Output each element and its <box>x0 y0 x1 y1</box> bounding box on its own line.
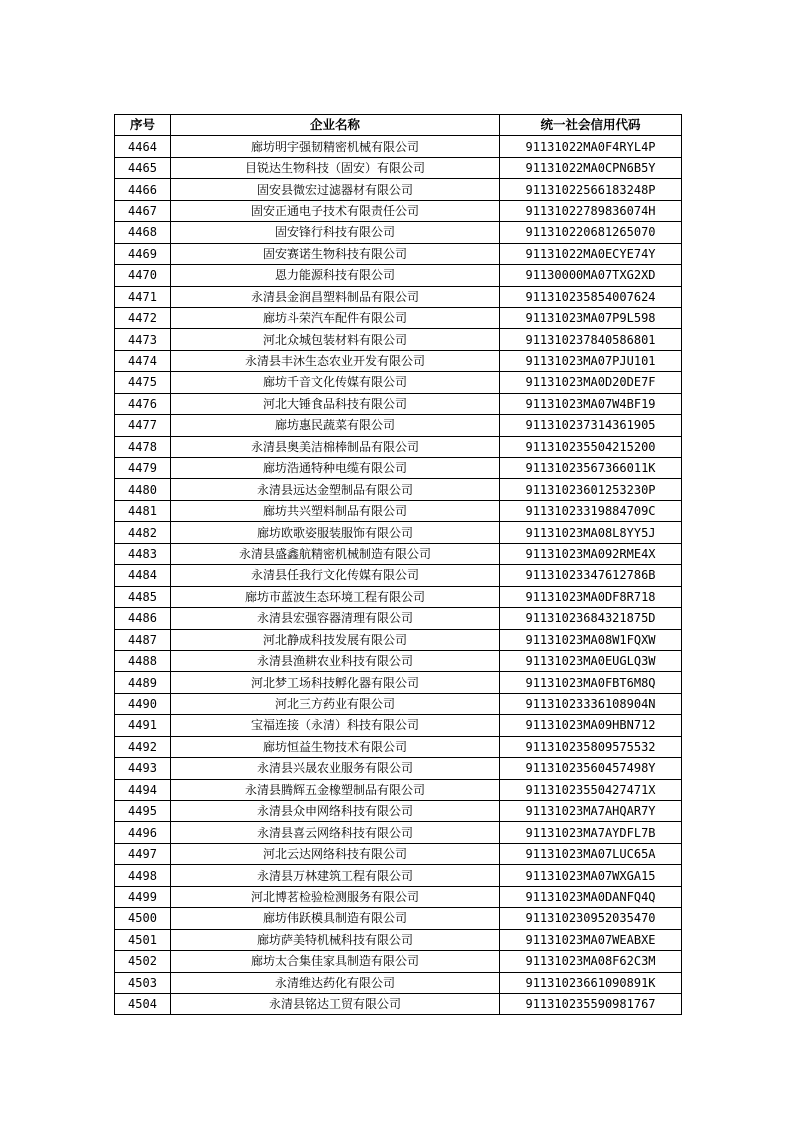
row-credit-code: 91131022789836074H <box>500 200 682 221</box>
row-company-name: 永清县万林建筑工程有限公司 <box>171 865 500 886</box>
row-credit-code: 91131023MA0DF8R718 <box>500 586 682 607</box>
row-seq: 4491 <box>115 715 171 736</box>
row-company-name: 恩力能源科技有限公司 <box>171 265 500 286</box>
table-row <box>115 629 682 650</box>
row-seq: 4504 <box>115 993 171 1014</box>
row-company-name: 廊坊萨美特机械科技有限公司 <box>171 929 500 950</box>
company-table <box>114 114 682 1015</box>
table-row <box>115 993 682 1014</box>
row-company-name: 河北梦工场科技孵化器有限公司 <box>171 672 500 693</box>
table-row <box>115 500 682 521</box>
table-row <box>115 736 682 757</box>
row-credit-code: 911310237314361905 <box>500 415 682 436</box>
row-seq: 4466 <box>115 179 171 200</box>
row-seq: 4469 <box>115 243 171 264</box>
row-company-name: 河北大锤食品科技有限公司 <box>171 393 500 414</box>
table-row <box>115 307 682 328</box>
row-company-name: 永清县任我行文化传媒有限公司 <box>171 565 500 586</box>
row-credit-code: 91131023550427471X <box>500 779 682 800</box>
row-company-name: 永清县腾辉五金橡塑制品有限公司 <box>171 779 500 800</box>
row-seq: 4494 <box>115 779 171 800</box>
row-company-name: 廊坊太合集佳家具制造有限公司 <box>171 951 500 972</box>
row-credit-code: 91131022566183248P <box>500 179 682 200</box>
table-row <box>115 929 682 950</box>
row-company-name: 永清县盛鑫航精密机械制造有限公司 <box>171 543 500 564</box>
table-row <box>115 265 682 286</box>
table-row <box>115 758 682 779</box>
table-row <box>115 200 682 221</box>
row-company-name: 河北众城包装材料有限公司 <box>171 329 500 350</box>
row-company-name: 廊坊恒益生物技术有限公司 <box>171 736 500 757</box>
row-credit-code: 91131023MA07LUC65A <box>500 843 682 864</box>
row-seq: 4489 <box>115 672 171 693</box>
row-seq: 4490 <box>115 693 171 714</box>
row-credit-code: 91131023MA0EUGLQ3W <box>500 650 682 671</box>
row-credit-code: 91131023336108904N <box>500 693 682 714</box>
row-company-name: 固安县微宏过滤器材有限公司 <box>171 179 500 200</box>
row-credit-code: 91131022MA0ECYE74Y <box>500 243 682 264</box>
row-company-name: 河北云达网络科技有限公司 <box>171 843 500 864</box>
row-company-name: 目锐达生物科技（固安）有限公司 <box>171 157 500 178</box>
header-company-name: 企业名称 <box>171 115 500 136</box>
row-credit-code: 91131023MA7AHQAR7Y <box>500 801 682 822</box>
table-row <box>115 951 682 972</box>
table-row <box>115 543 682 564</box>
row-credit-code: 91131023319884709C <box>500 500 682 521</box>
row-company-name: 永清县宏强容器清理有限公司 <box>171 608 500 629</box>
table-row <box>115 650 682 671</box>
row-company-name: 廊坊共兴塑料制品有限公司 <box>171 500 500 521</box>
table-row <box>115 672 682 693</box>
row-seq: 4483 <box>115 543 171 564</box>
table-header-row <box>115 115 682 136</box>
row-credit-code: 91131023MA0FBT6M8Q <box>500 672 682 693</box>
table-row <box>115 179 682 200</box>
row-company-name: 河北静成科技发展有限公司 <box>171 629 500 650</box>
row-credit-code: 91131023MA092RME4X <box>500 543 682 564</box>
row-company-name: 永清县喜云网络科技有限公司 <box>171 822 500 843</box>
row-seq: 4472 <box>115 307 171 328</box>
row-seq: 4474 <box>115 350 171 371</box>
table-row <box>115 843 682 864</box>
row-company-name: 廊坊惠民蔬菜有限公司 <box>171 415 500 436</box>
row-credit-code: 91131023MA07PJU101 <box>500 350 682 371</box>
row-seq: 4492 <box>115 736 171 757</box>
table-row <box>115 522 682 543</box>
row-seq: 4486 <box>115 608 171 629</box>
table-row <box>115 565 682 586</box>
row-seq: 4487 <box>115 629 171 650</box>
row-seq: 4503 <box>115 972 171 993</box>
table-row <box>115 865 682 886</box>
row-seq: 4479 <box>115 458 171 479</box>
row-seq: 4468 <box>115 222 171 243</box>
row-company-name: 廊坊浩通特种电缆有限公司 <box>171 458 500 479</box>
table-row <box>115 286 682 307</box>
row-seq: 4480 <box>115 479 171 500</box>
table-row <box>115 586 682 607</box>
table-row <box>115 329 682 350</box>
table-row <box>115 436 682 457</box>
row-seq: 4465 <box>115 157 171 178</box>
row-company-name: 永清县众申网络科技有限公司 <box>171 801 500 822</box>
row-credit-code: 91131023601253230P <box>500 479 682 500</box>
row-company-name: 永清县远达金塑制品有限公司 <box>171 479 500 500</box>
row-credit-code: 91131023MA0D20DE7F <box>500 372 682 393</box>
row-company-name: 廊坊市蓝波生态环境工程有限公司 <box>171 586 500 607</box>
row-credit-code: 91131023MA07WXGA15 <box>500 865 682 886</box>
row-company-name: 固安正通电子技术有限责任公司 <box>171 200 500 221</box>
table-row <box>115 822 682 843</box>
table-row <box>115 157 682 178</box>
row-credit-code: 911310235504215200 <box>500 436 682 457</box>
row-company-name: 永清县丰沐生态农业开发有限公司 <box>171 350 500 371</box>
row-seq: 4498 <box>115 865 171 886</box>
row-seq: 4493 <box>115 758 171 779</box>
row-credit-code: 91131023MA7AYDFL7B <box>500 822 682 843</box>
row-credit-code: 91131022MA0CPN6B5Y <box>500 157 682 178</box>
row-company-name: 永清县兴晟农业服务有限公司 <box>171 758 500 779</box>
row-seq: 4500 <box>115 908 171 929</box>
table-row <box>115 393 682 414</box>
row-credit-code: 91131023684321875D <box>500 608 682 629</box>
row-credit-code: 911310235809575532 <box>500 736 682 757</box>
row-seq: 4478 <box>115 436 171 457</box>
table-body <box>115 136 682 1015</box>
row-seq: 4484 <box>115 565 171 586</box>
row-seq: 4467 <box>115 200 171 221</box>
table-row <box>115 350 682 371</box>
row-seq: 4473 <box>115 329 171 350</box>
row-credit-code: 91131023MA07WEABXE <box>500 929 682 950</box>
row-credit-code: 91131023560457498Y <box>500 758 682 779</box>
row-credit-code: 91131023567366011K <box>500 458 682 479</box>
row-company-name: 河北三方药业有限公司 <box>171 693 500 714</box>
row-seq: 4475 <box>115 372 171 393</box>
row-credit-code: 911310230952035470 <box>500 908 682 929</box>
row-credit-code: 91131023MA09HBN712 <box>500 715 682 736</box>
table-row <box>115 715 682 736</box>
row-credit-code: 911310235854007624 <box>500 286 682 307</box>
table-row <box>115 479 682 500</box>
table-row <box>115 779 682 800</box>
row-credit-code: 911310235590981767 <box>500 993 682 1014</box>
row-seq: 4482 <box>115 522 171 543</box>
row-company-name: 永清县渔耕农业科技有限公司 <box>171 650 500 671</box>
row-seq: 4497 <box>115 843 171 864</box>
row-company-name: 宝福连接（永清）科技有限公司 <box>171 715 500 736</box>
table-row <box>115 608 682 629</box>
row-company-name: 廊坊欧歌姿服装服饰有限公司 <box>171 522 500 543</box>
row-credit-code: 91131023MA08F62C3M <box>500 951 682 972</box>
table-row <box>115 972 682 993</box>
table-row <box>115 372 682 393</box>
row-credit-code: 91131023MA08W1FQXW <box>500 629 682 650</box>
row-seq: 4470 <box>115 265 171 286</box>
row-credit-code: 91131023347612786B <box>500 565 682 586</box>
row-seq: 4502 <box>115 951 171 972</box>
row-credit-code: 91131023MA07P9L598 <box>500 307 682 328</box>
table-row <box>115 415 682 436</box>
row-credit-code: 91131022MA0F4RYL4P <box>500 136 682 157</box>
row-seq: 4488 <box>115 650 171 671</box>
table-row <box>115 886 682 907</box>
row-company-name: 廊坊斗荣汽车配件有限公司 <box>171 307 500 328</box>
row-company-name: 永清县金润昌塑料制品有限公司 <box>171 286 500 307</box>
row-seq: 4481 <box>115 500 171 521</box>
header-credit-code: 统一社会信用代码 <box>500 115 682 136</box>
row-seq: 4477 <box>115 415 171 436</box>
row-credit-code: 91131023MA07W4BF19 <box>500 393 682 414</box>
row-credit-code: 91131023MA08L8YY5J <box>500 522 682 543</box>
row-company-name: 河北博茗检验检测服务有限公司 <box>171 886 500 907</box>
table-row <box>115 908 682 929</box>
row-credit-code: 911310220681265070 <box>500 222 682 243</box>
row-seq: 4476 <box>115 393 171 414</box>
row-company-name: 廊坊千音文化传媒有限公司 <box>171 372 500 393</box>
table-row <box>115 136 682 157</box>
row-company-name: 廊坊明宇强韧精密机械有限公司 <box>171 136 500 157</box>
row-seq: 4499 <box>115 886 171 907</box>
row-seq: 4501 <box>115 929 171 950</box>
row-company-name: 永清维达药化有限公司 <box>171 972 500 993</box>
row-credit-code: 911310237840586801 <box>500 329 682 350</box>
row-seq: 4496 <box>115 822 171 843</box>
row-company-name: 固安赛诺生物科技有限公司 <box>171 243 500 264</box>
row-credit-code: 91131023MA0DANFQ4Q <box>500 886 682 907</box>
row-seq: 4464 <box>115 136 171 157</box>
row-credit-code: 91130000MA07TXG2XD <box>500 265 682 286</box>
row-company-name: 固安锋行科技有限公司 <box>171 222 500 243</box>
row-credit-code: 91131023661090891K <box>500 972 682 993</box>
table-row <box>115 243 682 264</box>
row-seq: 4485 <box>115 586 171 607</box>
row-company-name: 廊坊伟跃模具制造有限公司 <box>171 908 500 929</box>
table-row <box>115 693 682 714</box>
table-row <box>115 222 682 243</box>
row-seq: 4495 <box>115 801 171 822</box>
table-row <box>115 458 682 479</box>
table-row <box>115 801 682 822</box>
header-seq: 序号 <box>115 115 171 136</box>
row-company-name: 永清县铭达工贸有限公司 <box>171 993 500 1014</box>
row-company-name: 永清县奥美洁棉棒制品有限公司 <box>171 436 500 457</box>
row-seq: 4471 <box>115 286 171 307</box>
